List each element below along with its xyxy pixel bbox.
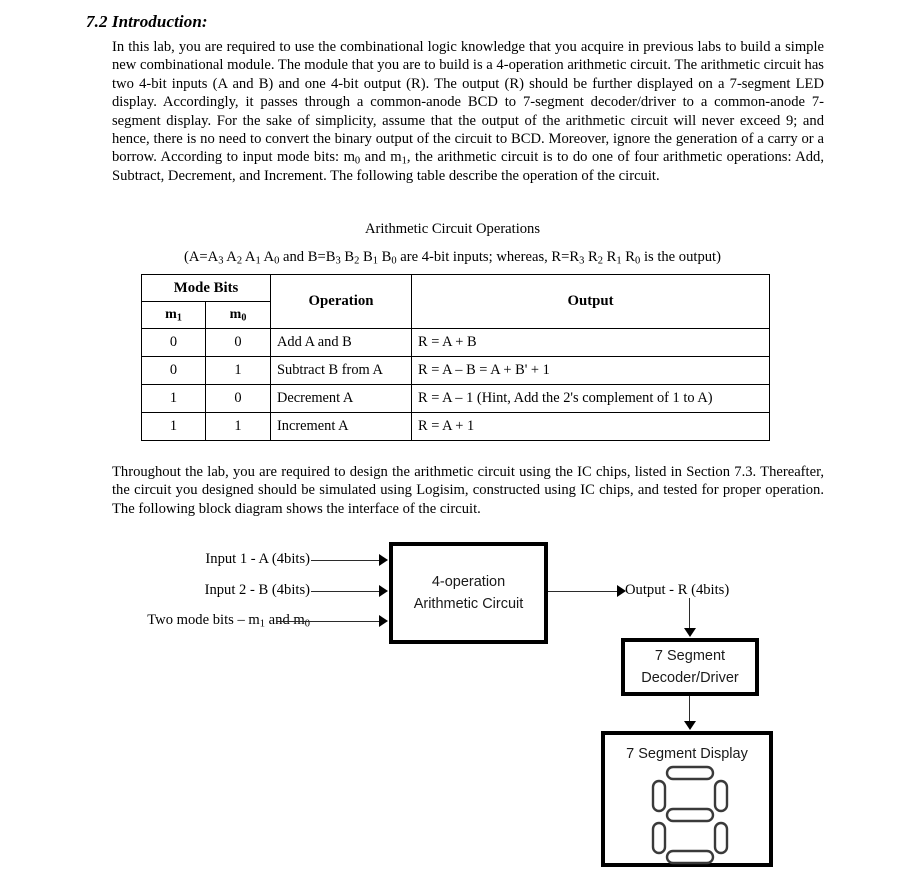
cell-m1: 1 [142, 385, 206, 413]
cell-m1: 0 [142, 357, 206, 385]
cell-operation: Increment A [271, 413, 412, 441]
design-paragraph: Throughout the lab, you are required to design the arithmetic circuit using the IC chips, listed in Section 7.3. Thereafter, the circuit you designed should be simulated using Logisim, constructed using IC chips, and tested for proper operation. The following block diagram shows the interface of the circuit. [112, 464, 824, 517]
cell-m0: 0 [206, 329, 271, 357]
segment-c [715, 823, 727, 853]
block-diagram [0, 530, 905, 870]
cell-output: R = A + 1 [412, 413, 770, 441]
connector-input-b [311, 591, 380, 592]
arrowhead-decoder-icon [684, 628, 696, 637]
label-input-a: Input 1 - A (4bits) [205, 551, 310, 567]
arrowhead-input-a-icon [379, 554, 388, 566]
cell-m1: 1 [142, 413, 206, 441]
page-title: 7.2 Introduction: [86, 12, 208, 31]
arrowhead-input-b-icon [379, 585, 388, 597]
header-operation: Operation [271, 275, 412, 329]
intro-paragraph [112, 38, 824, 185]
header-mode-bits: Mode Bits [142, 275, 271, 302]
cell-m0: 1 [206, 357, 271, 385]
connector-mode-bits [277, 621, 380, 622]
label-output-r: Output - R (4bits) [625, 582, 730, 598]
cell-output: R = A + B [412, 329, 770, 357]
table-row [142, 357, 770, 385]
segment-b [715, 781, 727, 811]
intro-paragraph-text: In this lab, you are required to use the combinational logic knowledge that you acquire in previous labs to build a simple new combinational module. The module that you are to build is a 4-operation arithmetic circuit. The arithmetic circuit has two 4-bit inputs (A and B) and one 4-bit output (R). The output (R) should be further displayed on a 7-segment LED display. Accordingly, it passes through a common-anode BCD to 7-segment decoder/driver to a common-anode 7-segment display. For the sake of simplicity, assume that the output of the arithmetic circuit will never exceed 9; and hence, there is no need to convert the binary output of the circuit to BCD. Moreover, ignore the generation of a carry or a borrow. According to input mode bits: $m_0$ and $m_1$, the arithmetic circuit is to do one of four arithmetic operations: Add, Subtract, Decrement, and Increment. The following table describe the operation of the circuit. [112, 39, 824, 184]
segment-e [653, 823, 665, 853]
table-row [142, 413, 770, 441]
decoder-block-line1: 7 Segment [654, 648, 726, 664]
connector-decoder-to-display [689, 696, 690, 723]
connector-input-a [311, 560, 380, 561]
segment-d [667, 851, 713, 863]
header-output: Output [412, 275, 770, 329]
table-row [142, 329, 770, 357]
arrowhead-display-icon [684, 721, 696, 730]
seven-segment-digit-icon [651, 765, 729, 865]
label-input-b: Input 2 - B (4bits) [204, 582, 310, 598]
decoder-block-line2: Decoder/Driver [641, 670, 739, 686]
cell-operation: Decrement A [271, 385, 412, 413]
arithmetic-block-line1: 4-operation [431, 574, 506, 590]
connector-output-r [548, 591, 624, 592]
seven-segment-decoder-block [621, 638, 759, 696]
header-m0: $m_0$ [206, 302, 271, 329]
cell-output: R = A – 1 (Hint, Add the 2's complement of 1 to A) [412, 385, 770, 413]
cell-operation: Add A and B [271, 329, 412, 357]
table-header-row-1 [142, 275, 770, 302]
segment-a [667, 767, 713, 779]
cell-m0: 0 [206, 385, 271, 413]
segment-f [653, 781, 665, 811]
display-block-title: 7 Segment Display [626, 746, 748, 762]
table-subtitle: ($A=A_3$ $A_2$ $A_1$ $A_0$ and $B=B_3$ $B_2$ $B_1$ $B_0$ are 4-bit inputs; whereas, $R=R_3$ $R_2$ $R_1$ $R_0$ is the output) [184, 249, 721, 267]
table-title: Arithmetic Circuit Operations [364, 221, 541, 237]
header-m1: $m_1$ [142, 302, 206, 329]
segment-g [667, 809, 713, 821]
table-row [142, 385, 770, 413]
cell-m1: 0 [142, 329, 206, 357]
arithmetic-circuit-block [389, 542, 548, 644]
seven-segment-display-block [601, 731, 773, 867]
cell-output: R = A – B = A + B' + 1 [412, 357, 770, 385]
arithmetic-block-line2: Arithmetic Circuit [413, 596, 524, 612]
arrowhead-mode-bits-icon [379, 615, 388, 627]
cell-operation: Subtract B from A [271, 357, 412, 385]
connector-output-to-decoder [689, 598, 690, 630]
arithmetic-operations-table [141, 274, 770, 441]
cell-m0: 1 [206, 413, 271, 441]
label-mode-bits: Two mode bits – $m_1$ and $m_0$ [147, 612, 310, 630]
